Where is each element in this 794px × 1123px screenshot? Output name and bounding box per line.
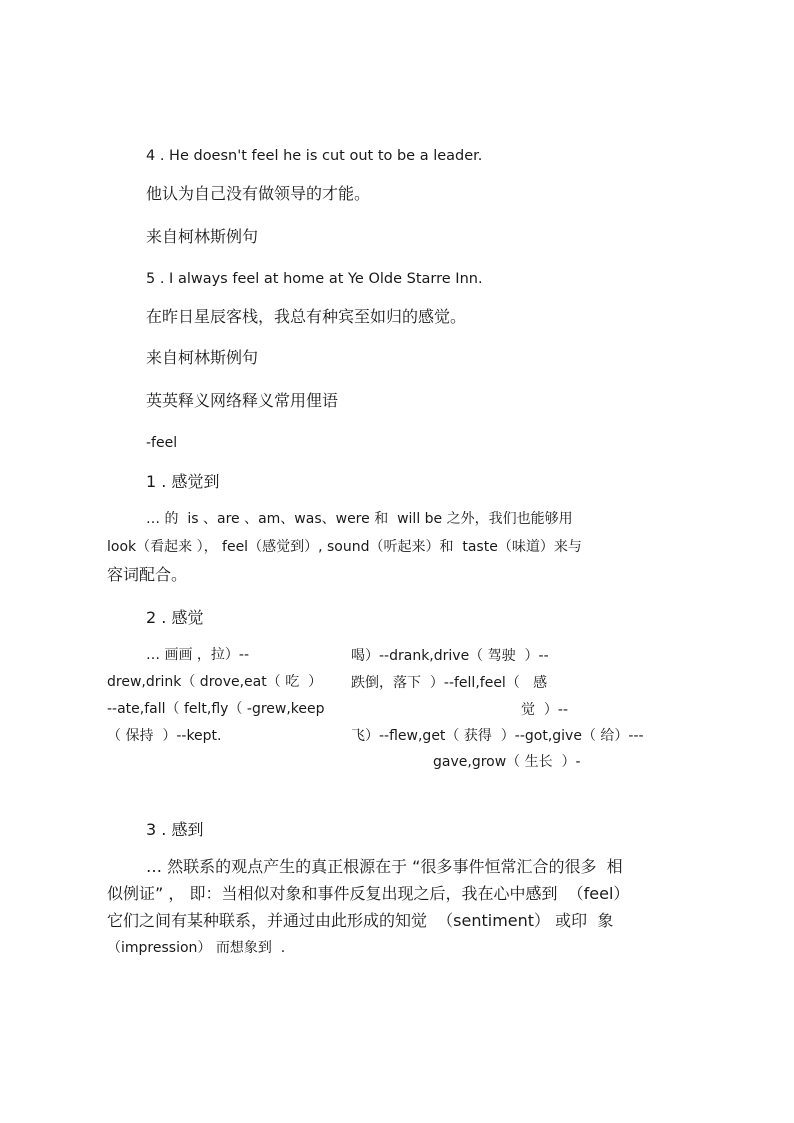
section-3-line: （impression） 而想象到 .	[107, 940, 286, 956]
example-4-chinese: 他认为自己没有做领导的才能。	[146, 184, 371, 203]
section-3-line: 似例证” ， 即：当相似对象和事件反复出现之后，我在心中感到 （feel）	[107, 884, 630, 903]
example-5-source: 来自柯林斯例句	[146, 348, 259, 367]
section-3-line: … 然联系的观点产生的真正根源在于 “很多事件恒常汇合的很多 相	[146, 857, 623, 876]
section-2-right-line: 跌倒，落下 ）--fell,feel（ 感	[351, 675, 548, 691]
term-heading: -feel	[146, 435, 178, 451]
section-3-line: 它们之间有某种联系，并通过由此形成的知觉 （sentiment） 或印 象	[107, 911, 614, 930]
section-1-line: … 的 is 、are 、am、was、were 和 will be 之外，我们也能够用	[146, 511, 573, 527]
section-2-left-line: … 画画 ，拉）--	[146, 647, 250, 663]
definition-tabs-line: 英英释义网络释义常用俚语	[146, 391, 339, 410]
example-5-english: 5 . I always feel at home at Ye Olde Starre Inn.	[146, 271, 483, 287]
section-2-right-line: 觉 ）--	[521, 702, 569, 718]
example-5-chinese: 在昨日星辰客栈，我总有种宾至如归的感觉。	[146, 307, 467, 326]
section-1-heading: 1 . 感觉到	[146, 472, 220, 491]
section-2-left-line: --ate,fall（ felt,fly（ -grew,keep	[107, 701, 325, 717]
section-2-left-line: drew,drink（ drove,eat（ 吃 ）	[107, 674, 323, 690]
section-2-right-line: 飞）--flew,get（ 获得 ）--got,give（ 给）---	[351, 728, 644, 744]
section-1-line: 容词配合。	[107, 565, 188, 584]
section-3-heading: 3 . 感到	[146, 820, 204, 839]
section-2-right-line: 喝）--drank,drive（ 驾驶 ）--	[351, 648, 549, 664]
section-2-right-line: gave,grow（ 生长 ）-	[433, 754, 581, 770]
section-1-line: look（看起来 ）， feel（感觉到）, sound（听起来）和 taste（味道）来与	[107, 539, 582, 555]
example-4-english: 4 . He doesn't feel he is cut out to be a leader.	[146, 148, 483, 164]
section-2-left-line: （ 保持 ）--kept.	[107, 728, 222, 744]
example-4-source: 来自柯林斯例句	[146, 227, 259, 246]
section-2-heading: 2 . 感觉	[146, 608, 204, 627]
